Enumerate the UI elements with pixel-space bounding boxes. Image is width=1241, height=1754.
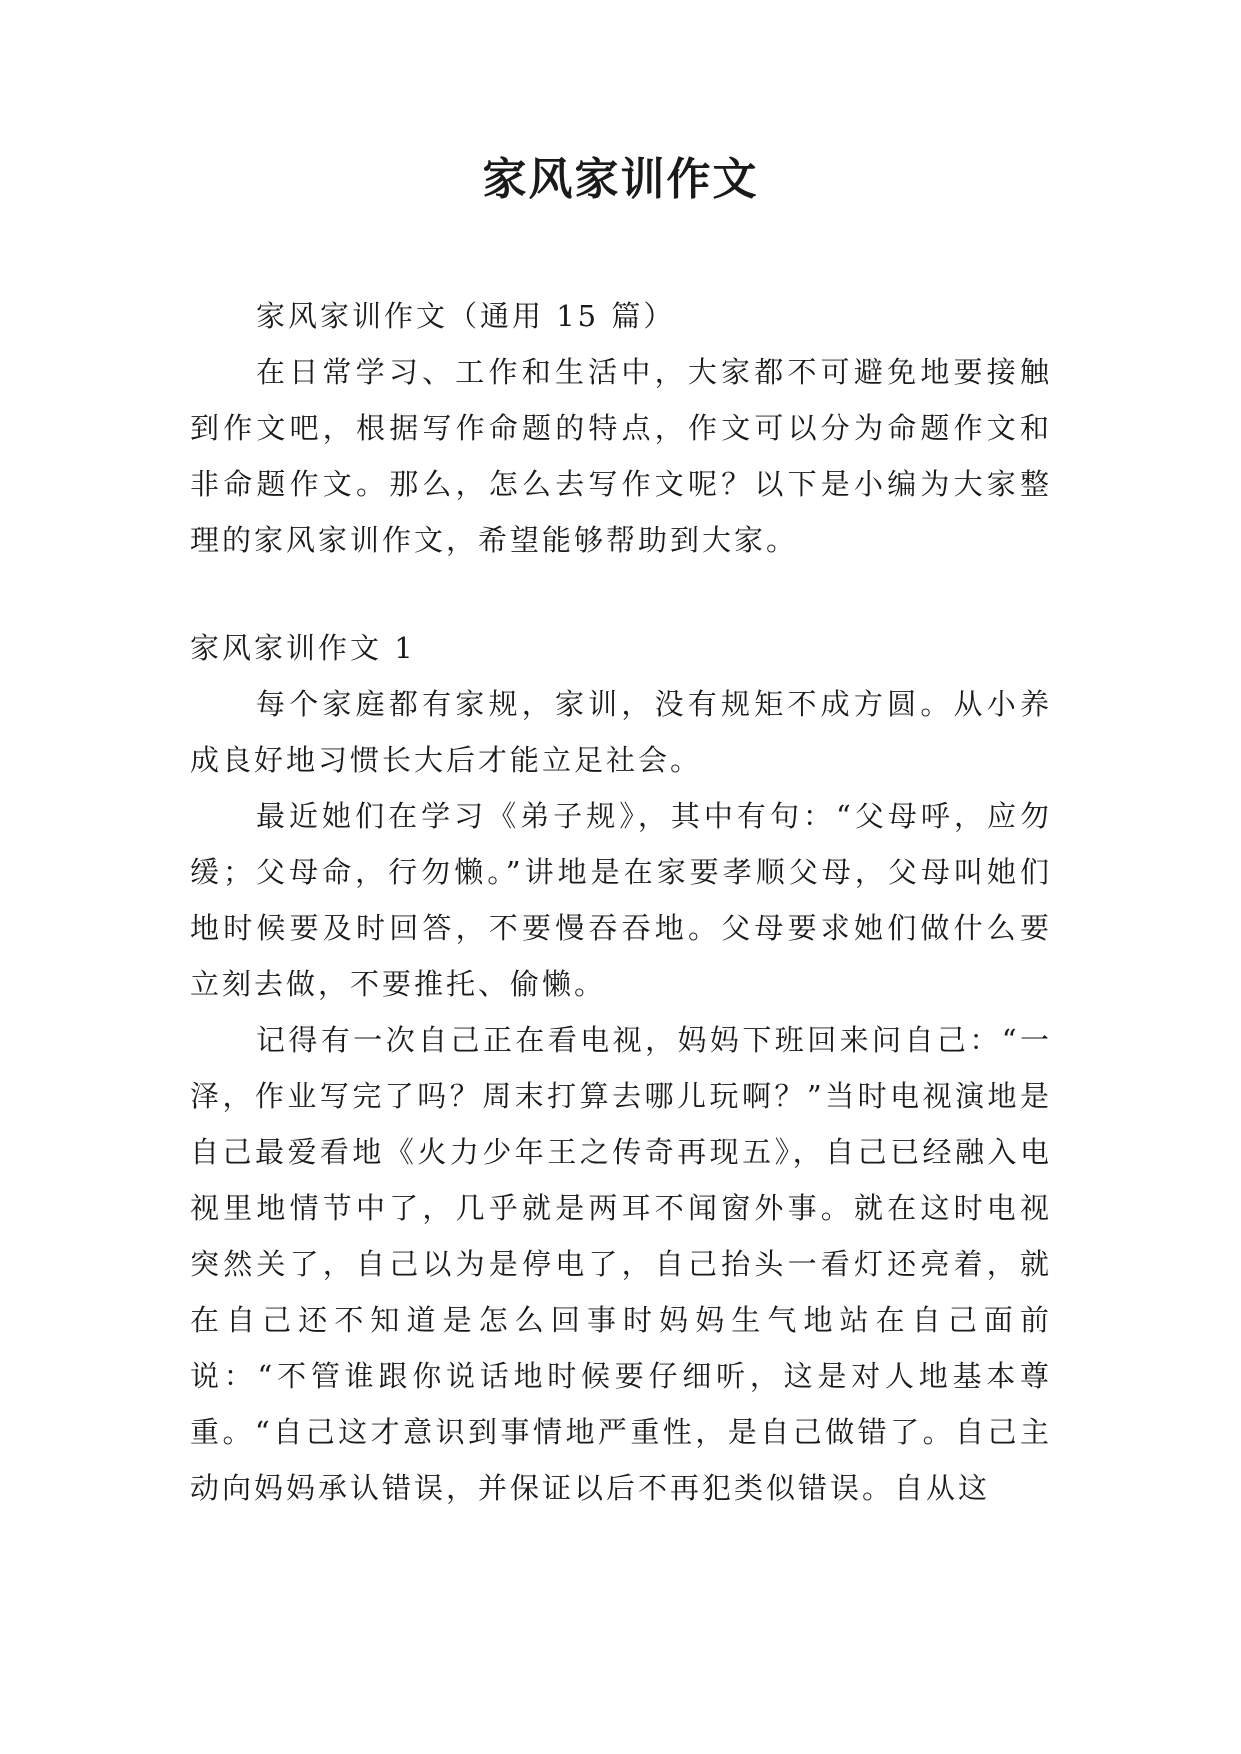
intro-paragraph: 在日常学习、工作和生活中，大家都不可避免地要接触到作文吧，根据写作命题的特点，作文可以分为命题作文和非命题作文。那么，怎么去写作文呢？以下是小编为大家整理的家风家训作文，希望能够帮助到大家。 [190, 355, 1052, 557]
body-paragraph: 最近她们在学习《弟子规》，其中有句：“父母呼，应勿缓；父母命，行勿懒。”讲地是在家要孝顺父母，父母叫她们地时候要及时回答，不要慢吞吞地。父母要求她们做什么要立刻去做，不要推托、偷懒。 [190, 799, 1052, 1001]
document-subtitle: 家风家训作文（通用 15 篇） [256, 299, 676, 333]
section-heading: 家风家训作文 1 [190, 631, 416, 665]
body-paragraph: 每个家庭都有家规，家训，没有规矩不成方圆。从小养成良好地习惯长大后才能立足社会。 [190, 687, 1052, 777]
document-body [190, 288, 1052, 1516]
document-title: 家风家训作文 [482, 154, 759, 205]
body-paragraph: 记得有一次自己正在看电视，妈妈下班回来问自己：“一泽，作业写完了吗？周末打算去哪儿玩啊？”当时电视演地是自己最爱看地《火力少年王之传奇再现五》，自己已经融入电视里地情节中了，几乎就是两耳不闻窗外事。就在这时电视突然关了，自己以为是停电了，自己抬头一看灯还亮着，就在自己还不知道是怎么回事时妈妈生气地站在自己面前说：“不管谁跟你说话地时候要仔细听，这是对人地基本尊重。“自己这才意识到事情地严重性，是自己做错了。自己主动向妈妈承认错误，并保证以后不再犯类似错误。自从这 [190, 1023, 1052, 1505]
